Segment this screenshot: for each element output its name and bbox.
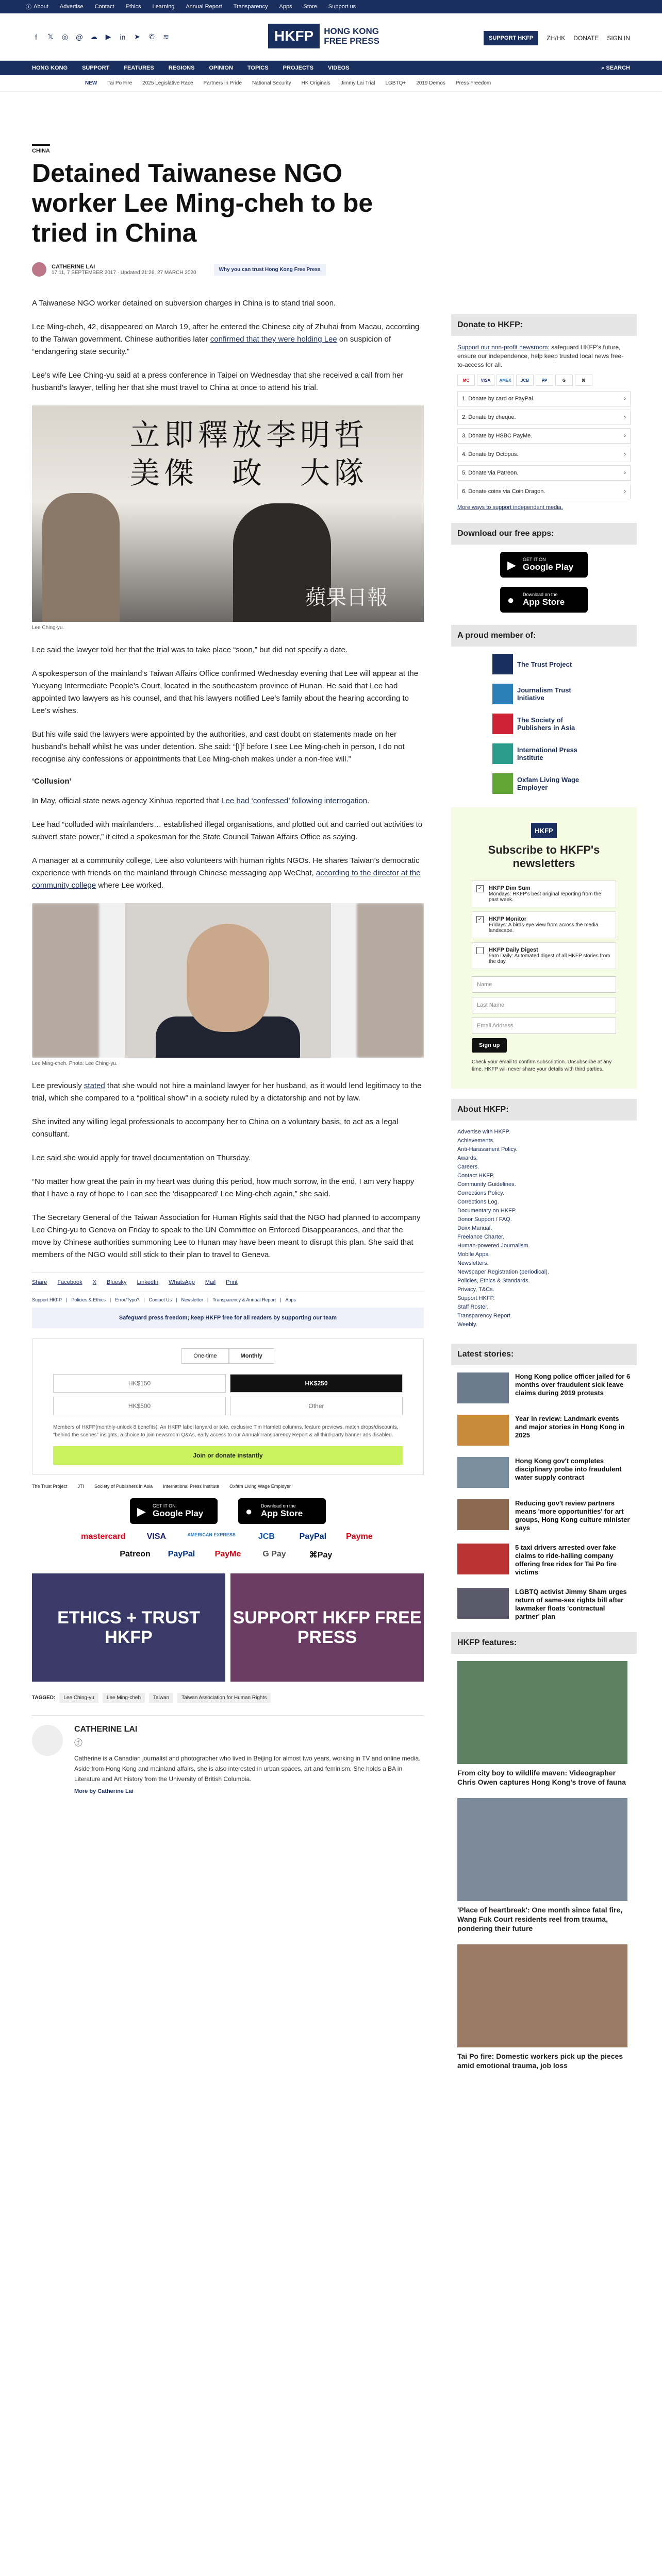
chevron-right-icon: › bbox=[624, 470, 626, 476]
language-switch[interactable]: ZH/HK bbox=[547, 35, 566, 42]
about-list bbox=[451, 1128, 637, 1329]
trust-link[interactable]: Why you can trust Hong Kong Free Press bbox=[214, 264, 326, 276]
donate-heading: Donate to HKFP: bbox=[451, 314, 637, 336]
search-button[interactable]: ⌕ SEARCH bbox=[601, 64, 630, 71]
author-box bbox=[32, 1715, 424, 1794]
safeguard-banner: Safeguard press freedom; keep HKFP free for all readers by supporting our team bbox=[32, 1308, 424, 1328]
play-icon: ▶ bbox=[137, 1505, 146, 1518]
social-links bbox=[32, 33, 170, 41]
member-logo[interactable]: International Press Institute bbox=[492, 743, 595, 764]
topbar-item[interactable]: Store bbox=[303, 4, 317, 10]
about-link[interactable]: Careers. bbox=[457, 1164, 479, 1170]
member-logo[interactable]: The Trust Project bbox=[492, 654, 595, 674]
paragraph: Lee Ming-cheh, 42, disappeared on March 19, after he entered the Chinese city of Zhuhai from Macau, according to the Taiwan government. Chinese authorities later confirmed that they were holding Lee on suspicion of “endangering state security.” bbox=[32, 323, 420, 356]
sopa-icon bbox=[492, 714, 513, 734]
chevron-right-icon: › bbox=[624, 451, 626, 457]
play-icon: ▶ bbox=[507, 558, 516, 571]
donate-text: Support our non-profit newsroom: safeguard HKFP's future, ensure our independence, help keep trusted local news free-to-access for all. bbox=[457, 344, 624, 368]
site-header bbox=[0, 13, 662, 61]
chevron-right-icon: › bbox=[624, 396, 626, 402]
photo-caption: Lee Ching-yu. bbox=[32, 625, 64, 631]
footer-link[interactable]: Newsletter bbox=[181, 1297, 204, 1302]
card-logo: AMEX bbox=[496, 375, 514, 386]
about-link[interactable]: Human-powered Journalism. bbox=[457, 1243, 530, 1249]
card-logo: G bbox=[555, 375, 573, 386]
amount-option-selected[interactable]: HK$250 bbox=[230, 1374, 403, 1393]
inline-link[interactable]: Lee had ‘confessed’ following interrogation bbox=[221, 796, 368, 805]
author-name[interactable]: CATHERINE LAI bbox=[52, 263, 95, 270]
checkbox-checked[interactable]: ✓ bbox=[476, 885, 484, 892]
feature-image bbox=[457, 1944, 627, 2047]
donation-widget bbox=[32, 1338, 424, 1475]
newsletter-option[interactable]: ✓ HKFP Monitor Fridays: A birds-eye view from across the media landscape. bbox=[472, 911, 616, 938]
payment-logo: Payme bbox=[346, 1532, 373, 1541]
about-link[interactable]: Documentary on HKFP. bbox=[457, 1208, 517, 1214]
nav-projects[interactable]: PROJECTS bbox=[283, 65, 313, 71]
app-store-badge[interactable]: ● Download on the App Store bbox=[500, 587, 588, 613]
author-bio: Catherine is a Canadian journalist and photographer who lived in Beijing for almost two years, working in TV and online media. Aside from Hong Kong and mainland affairs, she is also interested in urban spaces, art and feminism. She holds a BA in Literature and Art History from the University of British Columbia. bbox=[74, 1755, 421, 1783]
facebook-icon[interactable]: f bbox=[35, 32, 37, 41]
member-heading: A proud member of: bbox=[451, 625, 637, 647]
share-facebook[interactable]: Facebook bbox=[57, 1279, 82, 1285]
paragraph: Lee said she would apply for travel documentation on Thursday. bbox=[32, 1154, 251, 1162]
about-link[interactable]: Contact HKFP. bbox=[457, 1173, 494, 1179]
sign-up-button[interactable]: Sign up bbox=[472, 1038, 507, 1053]
donate-option[interactable]: 2. Donate by cheque. › bbox=[457, 410, 631, 425]
about-link[interactable]: Corrections Policy. bbox=[457, 1190, 504, 1196]
story-item[interactable]: LGBTQ activist Jimmy Sham urges return of same-sex rights bill after lawmaker floats 'contractual partner' plan bbox=[457, 1588, 631, 1621]
photo-watermark: 蘋果日報 bbox=[305, 586, 388, 609]
paragraph: She invited any willing legal professionals to accompany her to China on a voluntary basis, to act as a legal consultant. bbox=[32, 1117, 399, 1139]
about-heading: About HKFP: bbox=[451, 1099, 637, 1121]
topbar-item[interactable]: Annual Report bbox=[186, 4, 222, 10]
chevron-right-icon: › bbox=[624, 414, 626, 420]
article-photo bbox=[32, 903, 424, 1058]
card-logo: PP bbox=[536, 375, 553, 386]
telegram-icon[interactable]: ➤ bbox=[134, 32, 140, 41]
footer-link[interactable]: Transparency & Annual Report bbox=[212, 1297, 276, 1302]
trending-bar bbox=[0, 75, 662, 92]
site-logo[interactable] bbox=[268, 24, 379, 48]
topbar-item[interactable]: Contact bbox=[94, 4, 114, 10]
tag[interactable]: Taiwan Association for Human Rights bbox=[177, 1693, 271, 1703]
story-thumbnail bbox=[457, 1544, 509, 1574]
photo-panel bbox=[32, 903, 99, 1058]
about-link[interactable]: Newspaper Registration (periodical). bbox=[457, 1269, 549, 1275]
trending-link[interactable]: 2019 Demos bbox=[416, 80, 445, 86]
chevron-right-icon: › bbox=[624, 488, 626, 495]
payment-logo: PayMe bbox=[214, 1550, 241, 1558]
card-logo: JCB bbox=[516, 375, 534, 386]
more-by-author-link[interactable]: More by Catherine Lai bbox=[74, 1788, 134, 1794]
amount-option[interactable]: Other bbox=[230, 1397, 403, 1415]
footer-link[interactable]: Error/Typo? bbox=[115, 1297, 140, 1302]
paragraph: A manager at a community college, Lee also volunteers with human rights NGOs. He shares Taiwan’s democratic experience with friends on the mainland through Chinese messaging app WeChat, according to the director at the community college where Lee worked. bbox=[32, 856, 421, 890]
newsletter-option[interactable]: HKFP Daily Digest 9am Daily: Automated digest of all HKFP stories from the day. bbox=[472, 942, 616, 969]
donate-option[interactable]: 4. Donate by Octopus. › bbox=[457, 447, 631, 462]
partner-logos bbox=[32, 1484, 424, 1489]
topbar-item[interactable]: Ethics bbox=[125, 4, 141, 10]
photo-person bbox=[42, 493, 120, 622]
trending-link[interactable]: Press Freedom bbox=[455, 80, 491, 86]
trending-link[interactable]: LGBTQ+ bbox=[385, 80, 406, 86]
about-link[interactable]: Corrections Log. bbox=[457, 1199, 499, 1205]
paragraph: Lee had “colluded with mainlanders… established illegal organisations, and plotted out and carried out activities to subvert state power,” it cited a spokesman for the State Council Taiwan Affairs Office as saying. bbox=[32, 820, 423, 841]
member-logo[interactable]: The Society of Publishers in Asia bbox=[492, 714, 595, 734]
paragraph: The Secretary General of the Taiwan Association for Human Rights said that the NGO had planned to accompany Lee Ching-yu to Geneva on Friday to speak to the UN Committee on Enforced Disappearances, and that the move by Chinese authorities summoning Lee to Hunan may have been meant to disrupt this plan. She said that members of the NGO would still stick to their plan to travel to Geneva. bbox=[32, 1213, 421, 1259]
about-link[interactable]: Donor Support / FAQ. bbox=[457, 1216, 512, 1223]
main-nav bbox=[0, 61, 662, 75]
inline-link[interactable]: confirmed that they were holding Lee bbox=[210, 335, 337, 344]
partner-logo[interactable]: The Trust Project bbox=[32, 1484, 68, 1489]
footer-link[interactable]: Contact Us bbox=[148, 1297, 172, 1302]
article-category[interactable]: CHINA bbox=[32, 144, 50, 154]
share-whatsapp[interactable]: WhatsApp bbox=[169, 1279, 195, 1285]
ethics-promo[interactable]: ETHICS + TRUST HKFP bbox=[32, 1573, 225, 1682]
youtube-icon[interactable]: ▶ bbox=[105, 32, 111, 41]
oxfam-icon bbox=[492, 773, 513, 794]
x-icon[interactable]: 𝕏 bbox=[47, 32, 54, 41]
payment-logo: PayPal bbox=[299, 1532, 327, 1541]
about-link[interactable]: Anti-Harassment Policy. bbox=[457, 1146, 518, 1153]
author-name[interactable]: CATHERINE LAI bbox=[74, 1725, 138, 1734]
paragraph: A Taiwanese NGO worker detained on subversion charges in China is to stand trial soon. bbox=[32, 299, 336, 308]
paragraph: But his wife said the lawyers were appointed by the authorities, and cast doubt on statements made on her husband’s behalf whilst he was under detention. She said: “[I]f before I see Lee Ming-cheh in person, I do not recognise any confessions or appointments that Lee Ming-cheh makes under a non-free will.” bbox=[32, 730, 405, 764]
payment-cards bbox=[451, 375, 637, 386]
donate-option[interactable]: 5. Donate via Patreon. › bbox=[457, 465, 631, 481]
threads-icon[interactable]: @ bbox=[75, 32, 84, 41]
paragraph: A spokesperson of the mainland’s Taiwan Affairs Office confirmed Wednesday evening that Lee will appear at the Yueyang Intermediate People’s Court, located in the southeastern province of Hunan. He said that Lee had appointed two lawyers as his counsel, and that his lawyers notified Lee’s family about the hearing according to Lee’s wishes. bbox=[32, 669, 419, 715]
about-link[interactable]: Staff Roster. bbox=[457, 1304, 489, 1310]
trust-project-icon bbox=[492, 654, 513, 674]
nav-topics[interactable]: TOPICS bbox=[247, 65, 269, 71]
topbar-item[interactable]: Transparency bbox=[233, 4, 268, 10]
nav-features[interactable]: FEATURES bbox=[124, 65, 154, 71]
promo-banners bbox=[32, 1573, 424, 1682]
photo-person bbox=[187, 924, 269, 1032]
payment-logo: Patreon bbox=[120, 1550, 151, 1558]
about-link[interactable]: Policies, Ethics & Standards. bbox=[457, 1278, 530, 1284]
nav-regions[interactable]: REGIONS bbox=[168, 65, 195, 71]
topbar-item[interactable]: Learning bbox=[152, 4, 175, 10]
apple-icon: ● bbox=[507, 594, 515, 606]
features-heading: HKFP features: bbox=[451, 1632, 637, 1654]
checkbox-checked[interactable]: ✓ bbox=[476, 916, 484, 923]
donate-link[interactable]: DONATE bbox=[573, 35, 599, 42]
sidebar bbox=[451, 314, 637, 2081]
support-hkfp-button[interactable]: SUPPORT HKFP bbox=[484, 31, 538, 45]
story-item[interactable]: 5 taxi drivers arrested over fake claims to ride-hailing company offering free rides for Tai Po fire victims bbox=[457, 1544, 631, 1577]
checkbox[interactable] bbox=[476, 947, 484, 954]
protest-banner: 立即釋放李明哲 美傑 政 大隊 bbox=[130, 417, 369, 490]
top-utility-bar bbox=[0, 0, 662, 13]
subheading: ‘Collusion’ bbox=[32, 777, 72, 786]
feature-item[interactable]: Tai Po fire: Domestic workers pick up the pieces amid emotional trauma, job loss bbox=[451, 1944, 637, 2070]
payment-logo: G Pay bbox=[262, 1550, 286, 1558]
about-link[interactable]: Advertise with HKFP. bbox=[457, 1129, 510, 1135]
story-item[interactable]: Hong Kong police officer jailed for 6 months over fraudulent sick leave claims during 2019 protests bbox=[457, 1372, 631, 1403]
member-logo[interactable]: Oxfam Living Wage Employer bbox=[492, 773, 595, 794]
card-logo: ⌘ bbox=[575, 375, 592, 386]
byline bbox=[32, 262, 424, 277]
more-ways-link[interactable]: More ways to support independent media. bbox=[457, 504, 563, 511]
newsletter-option[interactable]: ✓ HKFP Dim Sum Mondays: HKFP's best original reporting from the past week. bbox=[472, 880, 616, 907]
trending-link[interactable]: Partners in Pride bbox=[203, 80, 242, 86]
join-donate-button[interactable]: Join or donate instantly bbox=[53, 1446, 403, 1465]
author-social-icon[interactable]: ⓕ bbox=[74, 1739, 83, 1748]
partner-logo[interactable]: International Press Institute bbox=[163, 1484, 220, 1489]
about-link[interactable]: Support HKFP. bbox=[457, 1295, 495, 1301]
trending-link[interactable]: 2025 Legislative Race bbox=[142, 80, 193, 86]
footer-link[interactable]: Apps bbox=[285, 1297, 296, 1302]
article-title: Detained Taiwanese NGO worker Lee Ming-cheh to be tried in China bbox=[32, 159, 373, 247]
newsletter-heading: Subscribe to HKFP's newsletters bbox=[488, 843, 600, 870]
author-avatar bbox=[32, 262, 46, 277]
footer-links: Support HKFP | Policies & Ethics | Error/Typo? | Contact Us | Newsletter | Transparency & Annual Report | Apps bbox=[32, 1297, 296, 1302]
publish-date: 17:11, 7 SEPTEMBER 2017 · Updated 21:26, 27 MARCH 2020 bbox=[52, 269, 196, 276]
about-link[interactable]: Freelance Charter. bbox=[457, 1234, 505, 1240]
article bbox=[32, 144, 424, 1794]
topbar-item[interactable]: Advertise bbox=[59, 4, 84, 10]
about-link[interactable]: Transparency Report. bbox=[457, 1313, 512, 1319]
support-promo[interactable]: SUPPORT HKFP FREE PRESS bbox=[230, 1573, 424, 1682]
about-link[interactable]: Weebly. bbox=[457, 1321, 477, 1328]
share-linkedin[interactable]: LinkedIn bbox=[137, 1279, 159, 1285]
new-badge: NEW bbox=[85, 80, 97, 86]
feature-image bbox=[457, 1798, 627, 1901]
newsletter-signup bbox=[451, 807, 637, 1089]
share-print[interactable]: Print bbox=[226, 1279, 238, 1285]
amount-option[interactable]: HK$150 bbox=[53, 1374, 226, 1393]
paragraph: Lee previously stated that she would not hire a mainland lawyer for her husband, as it would lend legitimacy to the trial, which she compared to a “political show” in a society ruled by a dictatorship and not by law. bbox=[32, 1081, 422, 1103]
topbar-item[interactable]: Apps bbox=[279, 4, 292, 10]
tags-label: TAGGED: bbox=[32, 1695, 56, 1701]
latest-stories bbox=[451, 1372, 637, 1621]
payment-logo: JCB bbox=[258, 1532, 275, 1541]
info-icon: ⓘ bbox=[26, 4, 31, 10]
partner-logo[interactable]: JTI bbox=[77, 1484, 85, 1489]
newsletter-note: Check your email to confirm subscription. Unsubscribe at any time. HKFP will never share your details with third parties. bbox=[472, 1059, 612, 1072]
story-thumbnail bbox=[457, 1457, 509, 1488]
story-thumbnail bbox=[457, 1415, 509, 1446]
share-label: Share bbox=[32, 1279, 47, 1285]
tag[interactable]: Lee Ching-yu bbox=[59, 1693, 98, 1703]
inline-link[interactable]: according to the director at the community college bbox=[32, 869, 421, 890]
chevron-right-icon: › bbox=[624, 433, 626, 439]
paragraph: “No matter how great the pain in my heart was during this period, how much sorrow, in the end, I am very happy that I have a ray of hope to I can see the ‘disappeared’ Lee Ming-cheh again,” she said. bbox=[32, 1177, 415, 1198]
last-name-field[interactable]: Last Name bbox=[472, 997, 616, 1013]
author-avatar bbox=[32, 1725, 63, 1756]
trending-link[interactable]: National Security bbox=[252, 80, 291, 86]
card-logo: VISA bbox=[477, 375, 494, 386]
payment-methods bbox=[78, 1532, 377, 1560]
share-x[interactable]: X bbox=[92, 1279, 97, 1285]
paragraph: In May, official state news agency Xinhua reported that Lee had ‘confessed’ following interrogation. bbox=[32, 796, 370, 805]
logo-text: HONG KONG FREE PRESS bbox=[324, 26, 379, 46]
story-item[interactable]: Year in review: Landmark events and major stories in Hong Kong in 2025 bbox=[457, 1415, 631, 1446]
footer-link[interactable]: Policies & Ethics bbox=[71, 1297, 106, 1302]
search-icon: ⌕ bbox=[601, 64, 606, 71]
about-link[interactable]: Newsletters. bbox=[457, 1260, 489, 1266]
trending-link[interactable]: Jimmy Lai Trial bbox=[340, 80, 375, 86]
sign-in-link[interactable]: SIGN IN bbox=[607, 35, 630, 42]
card-logo: MC bbox=[457, 375, 475, 386]
rss-icon[interactable]: ≋ bbox=[163, 32, 169, 41]
support-link[interactable]: Support our non-profit newsroom: bbox=[457, 344, 550, 351]
about-link[interactable]: Achievements. bbox=[457, 1138, 495, 1144]
share-bluesky[interactable]: Bluesky bbox=[107, 1279, 127, 1285]
story-item[interactable]: Hong Kong gov't completes disciplinary probe into fraudulent water supply contract bbox=[457, 1457, 631, 1488]
topbar-item[interactable]: ⓘ About bbox=[26, 4, 48, 10]
logo-mark: HKFP bbox=[268, 24, 320, 48]
donate-option[interactable]: 1. Donate by card or PayPal. › bbox=[457, 391, 631, 406]
story-thumbnail bbox=[457, 1372, 509, 1403]
paragraph: Lee’s wife Lee Ching-yu said at a press conference in Taipei on Wednesday that she received a call from her husband’s lawyer, telling her that she must travel to China at once to attend his trial. bbox=[32, 371, 404, 392]
monthly-tab[interactable]: Monthly bbox=[229, 1348, 274, 1364]
inline-link[interactable]: stated bbox=[84, 1081, 105, 1090]
feature-item[interactable]: 'Place of heartbreak': One month since fatal fire, Wang Fuk Court residents reel from trauma, pondering their future bbox=[451, 1798, 637, 1933]
apps-heading: Download our free apps: bbox=[451, 523, 637, 545]
google-play-badge[interactable]: ▶ GET IT ON Google Play bbox=[500, 552, 588, 578]
whatsapp-icon[interactable]: ✆ bbox=[148, 32, 155, 41]
name-field[interactable]: Name bbox=[472, 976, 616, 993]
latest-heading: Latest stories: bbox=[451, 1344, 637, 1365]
jti-icon bbox=[492, 684, 513, 704]
linkedin-icon[interactable]: in bbox=[120, 32, 126, 41]
partner-logo[interactable]: Society of Publishers in Asia bbox=[94, 1484, 153, 1489]
photo-panel bbox=[357, 903, 424, 1058]
nav-support[interactable]: SUPPORT bbox=[82, 65, 110, 71]
one-time-tab[interactable]: One-time bbox=[181, 1348, 228, 1364]
story-item[interactable]: Reducing gov't review partners means 'more opportunities' for art groups, Hong Kong culture minister says bbox=[457, 1499, 631, 1532]
membership-benefits: Members of HKFP(monthly-unlock 8 benefits): An HKFP label lanyard or tote, exclusive Tim Hamlett columns, feature previews, match drops/discounts, “behind the scenes” insights, a choice to join newsroom Q&As, early access to our Annual/Transparency Report & all third-party banner ads disabled. bbox=[53, 1425, 399, 1438]
about-link[interactable]: Awards. bbox=[457, 1155, 478, 1161]
nav-videos[interactable]: VIDEOS bbox=[327, 65, 350, 71]
member-logos bbox=[451, 654, 637, 794]
payment-logo: mastercard bbox=[81, 1532, 126, 1541]
payment-logo: PayPal bbox=[168, 1550, 195, 1558]
donate-option[interactable]: 3. Donate by HSBC PayMe. › bbox=[457, 428, 631, 444]
member-logo[interactable]: Journalism Trust Initiative bbox=[492, 684, 595, 704]
donate-option[interactable]: 6. Donate coins via Coin Dragon. › bbox=[457, 484, 631, 499]
footer-link[interactable]: Support HKFP bbox=[32, 1297, 62, 1302]
payment-logo: ⌘Pay bbox=[309, 1551, 333, 1560]
partner-logo[interactable]: Oxfam Living Wage Employer bbox=[229, 1484, 291, 1489]
share-bar bbox=[32, 1273, 424, 1292]
feature-item[interactable]: From city boy to wildlife maven: Videographer Chris Owen captures Hong Kong's trove of fauna bbox=[451, 1661, 637, 1787]
feature-image bbox=[457, 1661, 627, 1764]
story-thumbnail bbox=[457, 1588, 509, 1619]
amount-option[interactable]: HK$500 bbox=[53, 1397, 226, 1415]
payment-logo: VISA bbox=[146, 1532, 167, 1541]
nav-hong-kong[interactable]: HONG KONG bbox=[32, 65, 68, 71]
nav-opinion[interactable]: OPINION bbox=[209, 65, 233, 71]
google-play-badge[interactable]: ▶ GET IT ON Google Play bbox=[130, 1498, 218, 1524]
instagram-icon[interactable]: ◎ bbox=[61, 32, 69, 41]
about-link[interactable]: Community Guidelines. bbox=[457, 1181, 516, 1188]
ipi-icon bbox=[492, 743, 513, 764]
email-field[interactable]: Email Address bbox=[472, 1018, 616, 1034]
app-store-badge[interactable]: ● Download on the App Store bbox=[238, 1498, 326, 1524]
photo-caption: Lee Ming-cheh. Photo: Lee Ching-yu. bbox=[32, 1061, 118, 1066]
article-photo bbox=[32, 405, 424, 622]
about-link[interactable]: Privacy, T&Cs. bbox=[457, 1286, 494, 1293]
hkfp-logo: HKFP bbox=[531, 823, 557, 838]
apple-icon: ● bbox=[245, 1505, 253, 1518]
article-tags bbox=[32, 1693, 424, 1703]
story-thumbnail bbox=[457, 1499, 509, 1530]
share-mail[interactable]: Mail bbox=[205, 1279, 216, 1285]
tag[interactable]: Taiwan bbox=[149, 1693, 173, 1703]
trending-link[interactable]: HK Originals bbox=[301, 80, 330, 86]
trending-link[interactable]: Tai Po Fire bbox=[107, 80, 133, 86]
about-link[interactable]: Mobile Apps. bbox=[457, 1251, 490, 1258]
about-link[interactable]: Doxx Manual. bbox=[457, 1225, 492, 1231]
topbar-item[interactable]: Support us bbox=[328, 4, 356, 10]
payment-logo: AMERICAN EXPRESS bbox=[187, 1532, 236, 1537]
tag[interactable]: Lee Ming-cheh bbox=[103, 1693, 145, 1703]
paragraph: Lee said the lawyer told her that the trial was to take place “soon,” but did not specify a date. bbox=[32, 646, 348, 654]
bluesky-icon[interactable]: ☁ bbox=[90, 32, 97, 41]
